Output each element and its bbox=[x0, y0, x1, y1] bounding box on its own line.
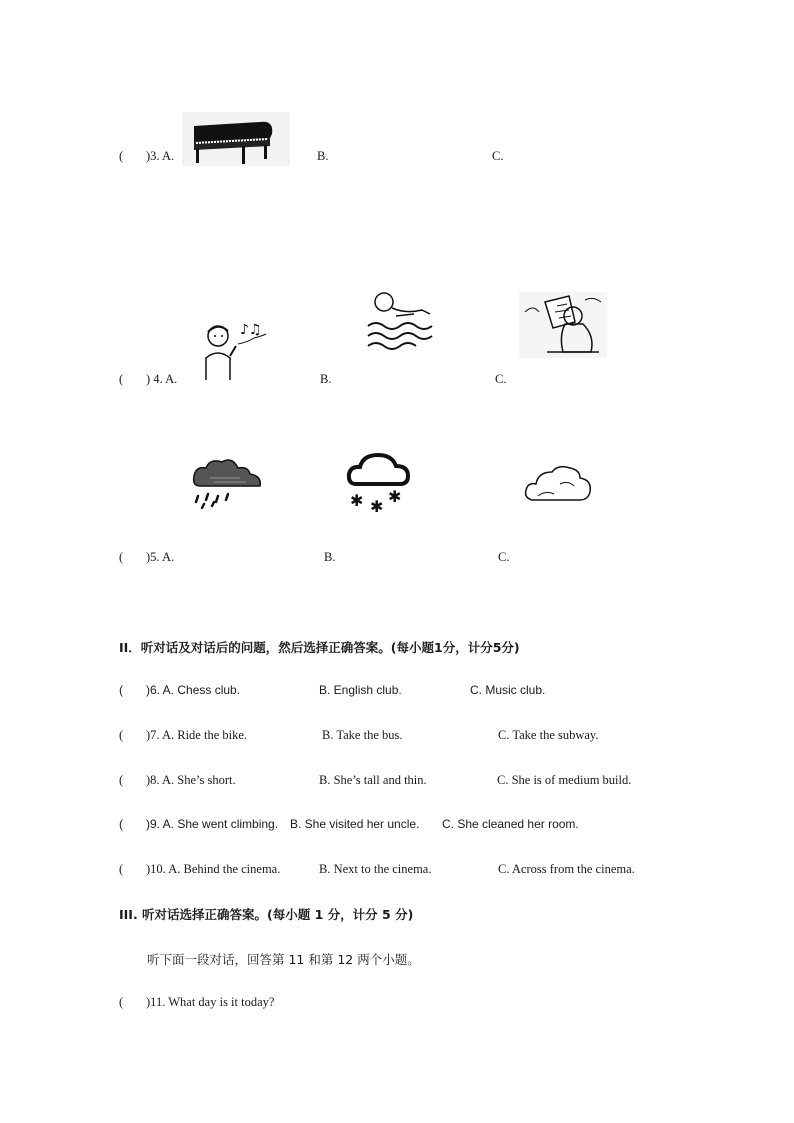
answer-paren[interactable]: ( bbox=[119, 683, 123, 697]
option-c-label: C. bbox=[498, 550, 510, 564]
answer-paren[interactable]: ( bbox=[119, 817, 123, 831]
rain-cloud-icon bbox=[190, 456, 266, 508]
answer-paren[interactable]: ( bbox=[119, 862, 124, 876]
answer-paren[interactable]: ( bbox=[119, 372, 124, 386]
option-b: B. English club. bbox=[319, 683, 402, 697]
question-text: )11. What day is it today? bbox=[146, 995, 275, 1009]
option-c: C. She is of medium build. bbox=[497, 773, 632, 787]
answer-paren[interactable]: ( bbox=[119, 149, 124, 163]
option-a: )9. A. She went climbing. bbox=[146, 817, 279, 831]
section-2-title: II．听对话及对话后的问题，然后选择正确答案。(每小题1分，计分5分) bbox=[119, 640, 520, 655]
option-b: B. She’s tall and thin. bbox=[319, 773, 427, 787]
boy-singing-icon bbox=[196, 322, 268, 382]
option-b: B. Take the bus. bbox=[322, 728, 403, 742]
option-c: C. Across from the cinema. bbox=[498, 862, 635, 876]
option-a: )7. A. Ride the bike. bbox=[146, 728, 248, 742]
option-c: C. Take the subway. bbox=[498, 728, 599, 742]
answer-paren[interactable]: ( bbox=[119, 550, 124, 564]
option-a: )6. A. Chess club. bbox=[146, 683, 241, 697]
option-b-label: B. bbox=[320, 372, 332, 386]
option-c: C. She cleaned her room. bbox=[442, 817, 579, 831]
snow-cloud-icon bbox=[346, 452, 412, 514]
option-c-label: C. bbox=[492, 149, 504, 163]
question-number: ) 4. A. bbox=[146, 372, 178, 386]
option-b: B. She visited her uncle. bbox=[290, 817, 420, 831]
answer-paren[interactable]: ( bbox=[119, 773, 124, 787]
piano-icon bbox=[182, 112, 290, 166]
option-a: )8. A. She’s short. bbox=[146, 773, 236, 787]
option-a: )10. A. Behind the cinema. bbox=[146, 862, 281, 876]
section-3-title: III. 听对话选择正确答案。(每小题 1 分，计分 5 分) bbox=[119, 907, 414, 922]
option-c-label: C. bbox=[495, 372, 507, 386]
question-number: )5. A. bbox=[146, 550, 175, 564]
option-b-label: B. bbox=[317, 149, 329, 163]
cloud-icon bbox=[524, 462, 594, 506]
child-reading-icon bbox=[519, 292, 607, 358]
section-3-instruction: 听下面一段对话，回答第 11 和第 12 两个小题。 bbox=[147, 952, 420, 967]
svg-text:✱: ✱ bbox=[350, 491, 364, 510]
swimmer-icon bbox=[366, 290, 434, 352]
svg-text:♪♫: ♪♫ bbox=[240, 322, 262, 338]
question-number: )3. A. bbox=[146, 149, 175, 163]
option-b-label: B. bbox=[324, 550, 336, 564]
svg-text:✱: ✱ bbox=[370, 497, 384, 516]
answer-paren[interactable]: ( bbox=[119, 728, 124, 742]
option-b: B. Next to the cinema. bbox=[319, 862, 432, 876]
svg-text:✱: ✱ bbox=[388, 487, 402, 506]
answer-paren[interactable]: ( bbox=[119, 995, 124, 1009]
option-c: C. Music club. bbox=[470, 683, 546, 697]
